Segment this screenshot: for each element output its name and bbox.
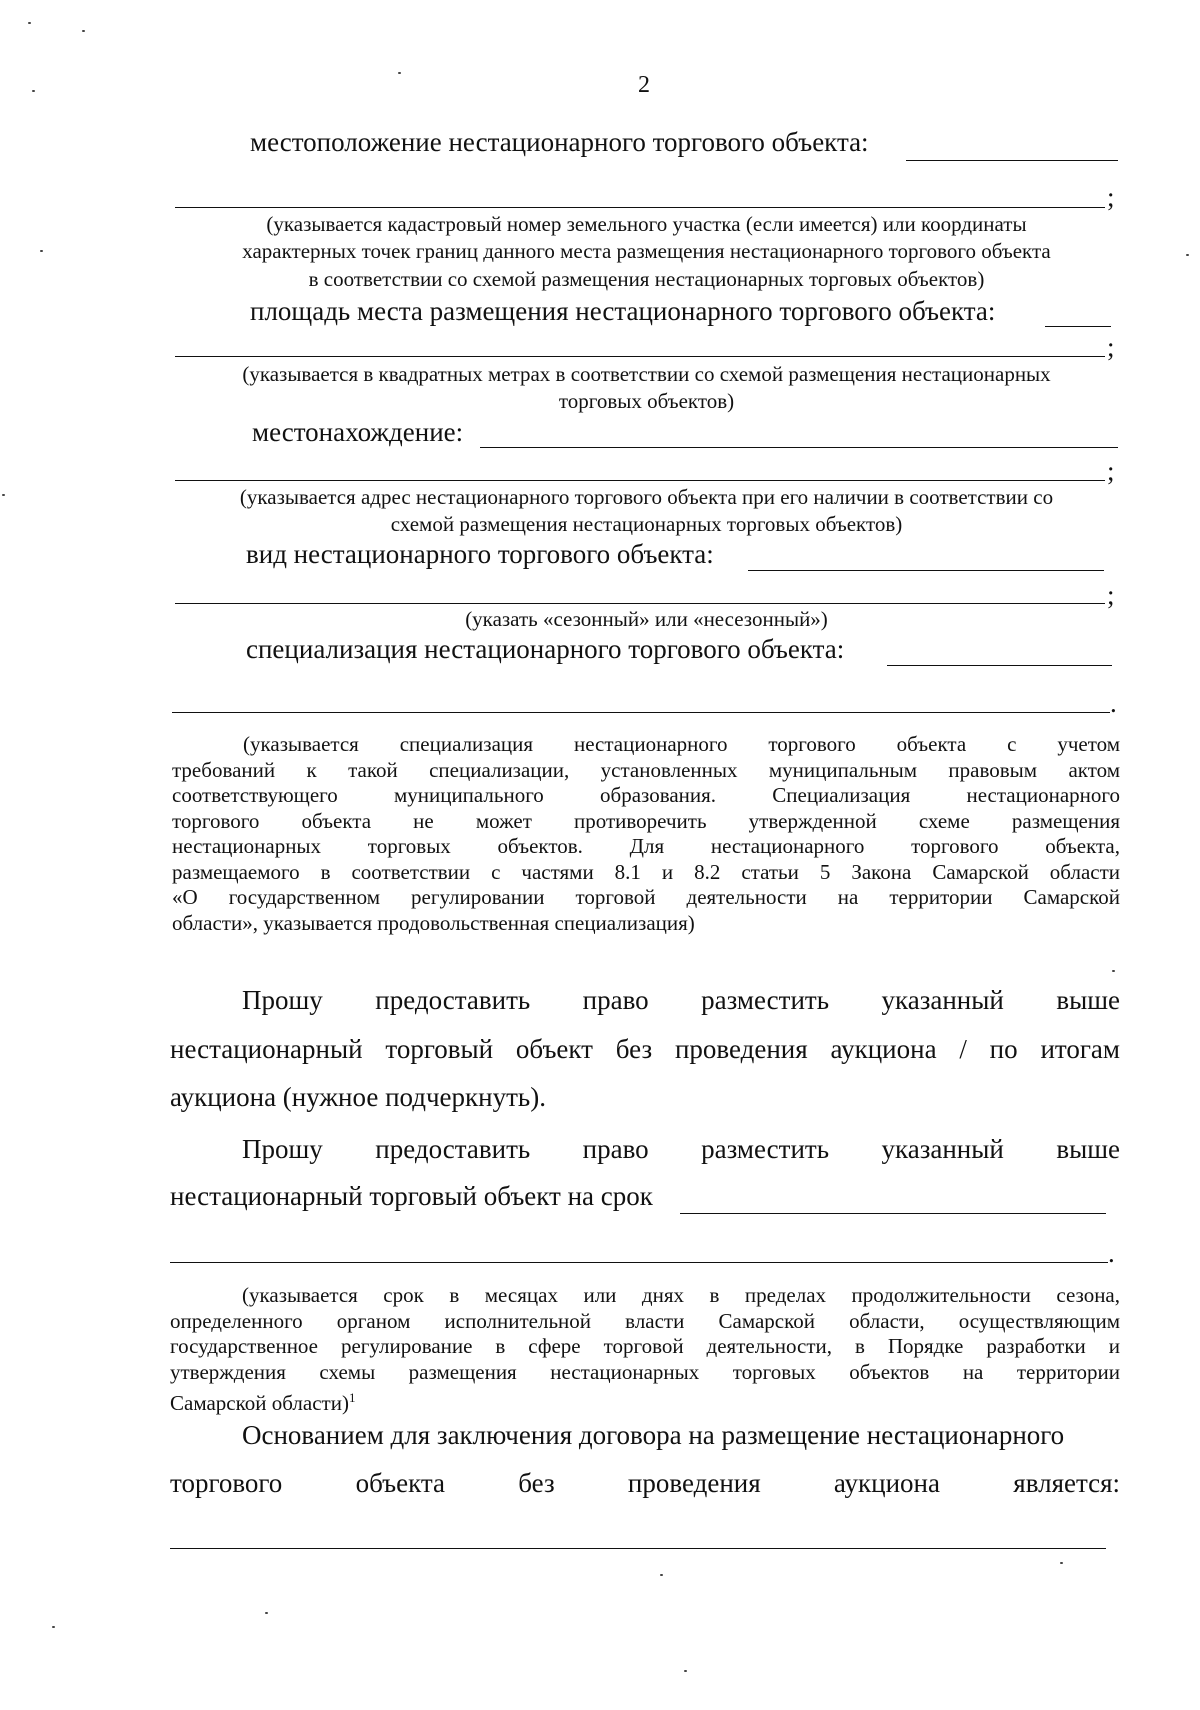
kind-hint: (указать «сезонный» или «несезонный») [465, 607, 828, 631]
term-hint-line: Самарской области)$^1$ [170, 1390, 356, 1415]
area-end-mark: ; [1107, 332, 1115, 362]
basis-line-1: Основанием для заключения договора на размещение нестационарного [242, 1420, 1065, 1450]
area-hint-1: (указывается в квадратных метрах в соответствии со схемой размещения нестационарных [242, 362, 1051, 386]
area-field-line-2[interactable] [175, 356, 1105, 357]
request-term-line-2: нестационарный торговый объект на срок [170, 1181, 653, 1211]
specialization-hint-line: области», указывается продовольственная специализация) [172, 910, 695, 935]
specialization-field-line-1[interactable] [887, 665, 1112, 666]
specialization-end-mark: . [1110, 688, 1117, 718]
scan-speck [1112, 970, 1115, 972]
address-hint-1: (указывается адрес нестационарного торгового объекта при его наличии в соответствии со [239, 485, 1054, 509]
area-hint-2: торговых объектов) [558, 389, 735, 413]
kind-field-line-2[interactable] [175, 603, 1105, 604]
basis-field-line[interactable] [170, 1548, 1106, 1549]
specialization-hint-line: торгового объекта не может противоречить утвержденной схеме размещения [172, 808, 1120, 833]
scan-speck [1060, 1562, 1063, 1564]
scan-speck [1186, 254, 1189, 256]
scan-speck [32, 90, 35, 92]
location-hint-3: в соответствии со схемой размещения нестационарных торговых объектов) [308, 267, 985, 291]
address-label: местонахождение: [252, 417, 464, 447]
term-hint-line: (указывается срок в месяцах или днях в пределах продолжительности сезона, [242, 1283, 1120, 1307]
request-auction-line-1: Прошу предоставить право разместить указанный выше [242, 985, 1120, 1015]
scan-speck [265, 1612, 268, 1614]
kind-label: вид нестационарного торгового объекта: [246, 539, 714, 569]
address-end-mark: ; [1107, 456, 1115, 486]
address-field-line-2[interactable] [175, 480, 1105, 481]
request-term-line-1: Прошу предоставить право разместить указанный выше [242, 1134, 1120, 1164]
term-hint-line: государственное регулирование в сфере торговой деятельности, в Порядке разработки и [170, 1334, 1120, 1358]
scan-speck [52, 1626, 55, 1628]
address-hint-2: схемой размещения нестационарных торговых объектов) [390, 512, 903, 536]
scan-speck [40, 250, 43, 252]
scan-speck [398, 72, 401, 74]
specialization-hint-line: нестационарных торговых объектов. Для нестационарного торгового объекта, [172, 834, 1120, 858]
term-field-line-1[interactable] [680, 1213, 1106, 1214]
term-hint [170, 1283, 1120, 1417]
location-field-line-1[interactable] [906, 160, 1118, 161]
term-end-mark: . [1108, 1238, 1115, 1268]
specialization-hint-line: «О государственном регулировании торговой деятельности на территории Самарской [172, 885, 1120, 909]
specialization-hint-line: (указывается специализация нестационарного торгового объекта с учетом [243, 732, 1120, 756]
location-label: местоположение нестационарного торгового объекта: [250, 127, 869, 157]
scan-speck [660, 1574, 663, 1576]
specialization-hint [172, 732, 1120, 936]
area-field-line-1[interactable] [1045, 326, 1111, 327]
scan-speck [28, 22, 31, 24]
area-label: площадь места размещения нестационарного торгового объекта: [250, 296, 996, 326]
scan-speck [82, 30, 85, 32]
kind-end-mark: ; [1107, 580, 1115, 610]
scan-speck [684, 1670, 687, 1672]
location-end-mark: ; [1107, 182, 1115, 212]
request-auction-line-2: нестационарный торговый объект без проведения аукциона / по итогам [170, 1034, 1120, 1064]
basis-line-2: торгового объекта без проведения аукциона является: [170, 1468, 1120, 1498]
page-number: 2 [638, 72, 650, 98]
specialization-field-line-2[interactable] [172, 712, 1110, 713]
term-field-line-2[interactable] [170, 1262, 1108, 1263]
request-auction-line-3: аукциона (нужное подчеркнуть). [170, 1082, 546, 1112]
term-hint-line: утверждения схемы размещения нестационарных торговых объектов на территории [170, 1359, 1120, 1384]
specialization-hint-line: соответствующего муниципального образования. Специализация нестационарного [172, 783, 1120, 807]
specialization-label: специализация нестационарного торгового объекта: [246, 634, 845, 664]
address-field-line-1[interactable] [480, 447, 1118, 448]
scan-speck [2, 494, 5, 496]
term-hint-line: определенного органом исполнительной власти Самарской области, осуществляющим [170, 1308, 1120, 1333]
location-field-line-2[interactable] [175, 207, 1105, 208]
specialization-hint-line: размещаемого в соответствии с частями 8.1 и 8.2 статьи 5 Закона Самарской области [172, 859, 1120, 884]
kind-field-line-1[interactable] [748, 570, 1104, 571]
location-hint-2: характерных точек границ данного места размещения нестационарного торгового объекта [242, 239, 1051, 263]
footnote-ref[interactable]: 1 [348, 1390, 356, 1405]
specialization-hint-line: требований к такой специализации, установленных муниципальным правовым актом [172, 757, 1120, 782]
location-hint-1: (указывается кадастровый номер земельного участка (если имеется) или координаты [266, 212, 1027, 236]
